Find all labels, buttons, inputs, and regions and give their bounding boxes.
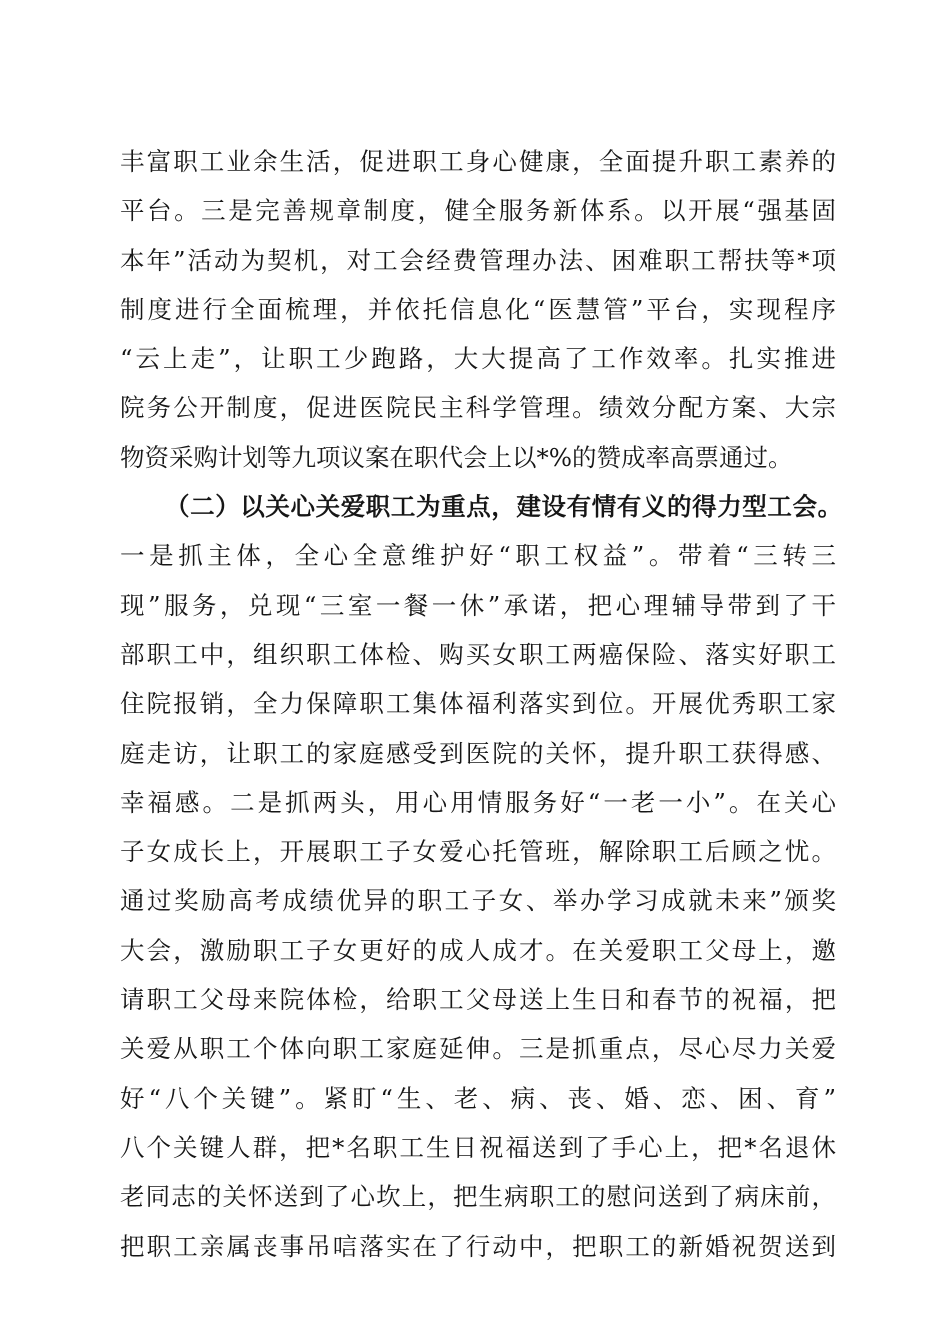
text-line: 关爱从职工个体向职工家庭延伸。三是抓重点，尽心尽力关爱 bbox=[120, 1034, 836, 1064]
body-text bbox=[120, 137, 843, 1271]
text-line: 现”服务，兑现“三室一餐一休”承诺，把心理辅导带到了干 bbox=[120, 590, 836, 620]
text-line: 物资采购计划等九项议案在职代会上以*%的赞成率高票通过。 bbox=[120, 442, 793, 472]
text-line: 制度进行全面梳理，并依托信息化“医慧管”平台，实现程序 bbox=[120, 294, 836, 324]
text-line: 庭走访，让职工的家庭感受到医院的关怀，提升职工获得感、 bbox=[120, 738, 836, 768]
section-heading: （二）以关心关爱职工为重点，建设有情有义的得力型工会。 bbox=[165, 492, 843, 522]
text-line: 平台。三是完善规章制度，健全服务新体系。以开展“强基固 bbox=[120, 196, 836, 226]
text-line: 本年”活动为契机，对工会经费管理办法、困难职工帮扶等*项 bbox=[120, 245, 836, 275]
text-line: 部职工中，组织职工体检、购买女职工两癌保险、落实好职工 bbox=[120, 639, 836, 669]
text-line: 通过奖励高考成绩优异的职工子女、举办学习成就未来”颁奖 bbox=[120, 886, 836, 916]
text-line: 大会，激励职工子女更好的成人成才。在关爱职工父母上，邀 bbox=[120, 935, 836, 965]
text-line: 住院报销，全力保障职工集体福利落实到位。开展优秀职工家 bbox=[120, 689, 836, 719]
text-line: 子女成长上，开展职工子女爱心托管班，解除职工后顾之忧。 bbox=[120, 837, 836, 867]
text-line: 老同志的关怀送到了心坎上，把生病职工的慰问送到了病床前， bbox=[120, 1182, 836, 1212]
text-line: “云上走”，让职工少跑路，大大提高了工作效率。扎实推进 bbox=[120, 344, 836, 374]
text-line: 好“八个关键”。紧盯“生、老、病、丧、婚、恋、困、育” bbox=[120, 1083, 836, 1113]
text-line: 一是抓主体，全心全意维护好“职工权益”。带着“三转三 bbox=[120, 541, 836, 571]
text-line: 幸福感。二是抓两头，用心用情服务好“一老一小”。在关心 bbox=[120, 787, 836, 817]
text-line: 八个关键人群，把*名职工生日祝福送到了手心上，把*名退休 bbox=[120, 1132, 836, 1162]
text-line: 院务公开制度，促进医院民主科学管理。绩效分配方案、大宗 bbox=[120, 393, 836, 423]
text-line: 丰富职工业余生活，促进职工身心健康，全面提升职工素养的 bbox=[120, 147, 836, 176]
text-line: 请职工父母来院体检，给职工父母送上生日和春节的祝福，把 bbox=[120, 985, 836, 1015]
text-line: 把职工亲属丧事吊唁落实在了行动中，把职工的新婚祝贺送到 bbox=[120, 1231, 836, 1261]
